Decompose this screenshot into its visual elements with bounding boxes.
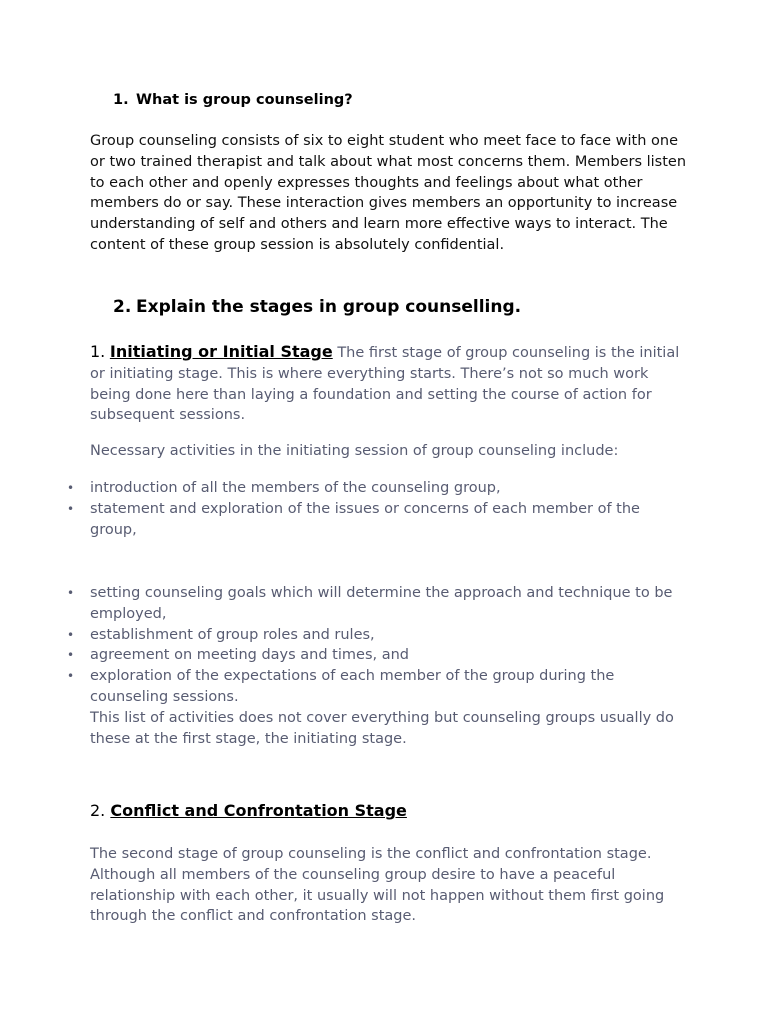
stage-2-title: Conflict and Confrontation Stage xyxy=(110,801,407,820)
list-item: • exploration of the expectations of each member of the group during the counseling sessions. xyxy=(67,668,615,705)
stage-2-heading xyxy=(90,801,407,820)
question-2-number: 2. xyxy=(113,297,132,317)
question-1-number: 1. xyxy=(113,92,129,108)
list-item: • agreement on meeting days and times, and xyxy=(90,645,690,666)
closing-text: This list of activities does not cover everything but counseling groups usually do these at the first stage, the initiating stage. xyxy=(90,709,674,747)
bullet-icon: • xyxy=(67,586,75,600)
bullet-icon: • xyxy=(67,648,75,663)
bullet-icon: • xyxy=(67,481,75,495)
activities-list-part-1 xyxy=(67,478,690,540)
stage-2-number: 2. xyxy=(90,801,106,820)
bullet-icon: • xyxy=(67,501,75,516)
stage-1-paragraph xyxy=(90,342,690,426)
stage-1-number: 1. xyxy=(90,342,106,361)
activities-intro: Necessary activities in the initiating session of group counseling include: xyxy=(90,443,619,459)
list-item: • establishment of group roles and rules, xyxy=(90,625,690,646)
question-1-title: What is group counseling? xyxy=(136,92,353,108)
intro-paragraph: Group counseling consists of six to eight student who meet face to face with one or two trained therapist and talk about what most concerns them. Members listen to each other and openly expresses thoughts and feelings about what other members do or say. These interaction gives members an opportunity to increase understanding of self and others and learn more effective ways to interact. The content of these group session is absolutely confidential. xyxy=(90,133,687,253)
question-2-title: Explain the stages in group counselling. xyxy=(136,297,522,317)
stage-2-paragraph: The second stage of group counseling is the conflict and confrontation stage. Although all members of the counseling group desire to have a peaceful relationship with each other, it usually will not happen without them first going through the conflict and confrontation stage. xyxy=(90,846,665,925)
list-item: • statement and exploration of the issues or concerns of each member of the group, xyxy=(67,500,640,538)
question-1-heading xyxy=(113,92,353,108)
list-item: • introduction of all the members of the counseling group, xyxy=(90,478,690,499)
bullet-icon: • xyxy=(67,627,75,642)
question-2-heading xyxy=(113,297,521,317)
activities-list-part-2 xyxy=(67,583,690,749)
stage-1-title: Initiating or Initial Stage xyxy=(109,342,333,361)
stage-1-text: The first stage of group counseling is the initial or initiating stage. This is where everything starts. There’s not so much work being done here than laying a foundation and setting the course of action for subsequent sessions. xyxy=(90,345,680,424)
list-item: • setting counseling goals which will determine the approach and technique to be employed, xyxy=(67,585,673,622)
bullet-icon: • xyxy=(67,669,75,684)
